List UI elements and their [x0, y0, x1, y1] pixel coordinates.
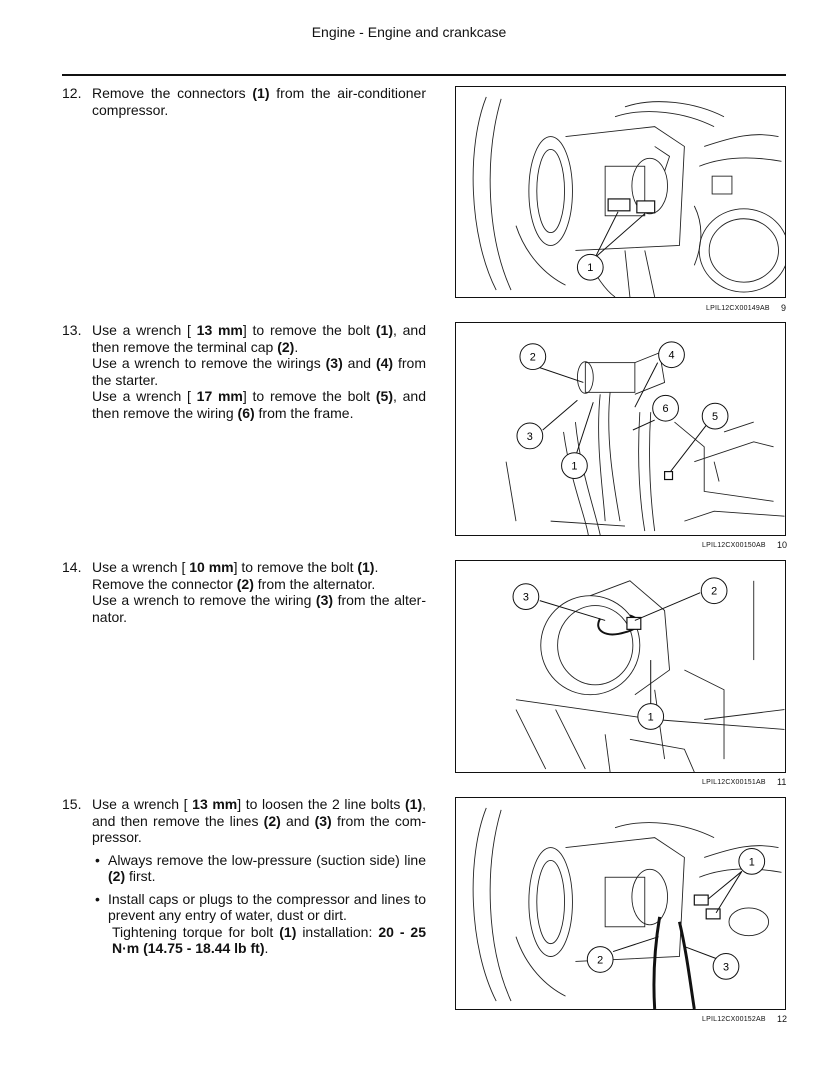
callout-1 [577, 254, 603, 280]
figure-number: 12 [777, 1014, 788, 1024]
step-number: 13. [62, 322, 82, 338]
page-header: Engine - Engine and crankcase [311, 24, 507, 40]
callout-6 [653, 395, 679, 421]
step-number: 15. [62, 796, 82, 812]
figure-code: LPIL12CX00150AB [702, 542, 766, 549]
torque-note: Tightening torque for bolt (1) installation: 20 - 25 N·m (14.75 - 18.44 lb ft). [112, 923, 427, 956]
step-text: Use a wrench [ 17 mm] to remove the bolt (5), and then remove the wiring (6) from the frame. [92, 388, 427, 421]
svg-text:1: 1 [587, 262, 594, 275]
figure-11 [455, 560, 786, 773]
bullet-text: Install caps or plugs to the compressor and lines to prevent any entry of water, dust or dirt. [108, 890, 426, 923]
step-text: Use a wrench to remove the wiring (3) from the alter-nator. [92, 592, 426, 625]
callout-3 [517, 423, 543, 449]
step-13 [62, 322, 426, 421]
svg-text:5: 5 [712, 411, 719, 424]
step-12 [62, 85, 426, 118]
step-text: Use a wrench [ 13 mm] to loosen the 2 line bolts (1), and then remove the lines (2) and (3) from the com-pressor. [92, 796, 427, 845]
callout-2 [701, 578, 727, 604]
bullet-dot: • [95, 851, 100, 868]
header-rule [62, 74, 786, 76]
svg-text:4: 4 [668, 349, 675, 362]
step-text: Remove the connector (2) from the alternator. [92, 575, 376, 592]
svg-text:2: 2 [529, 351, 536, 364]
bullet-text: Always remove the low-pressure (suction side) line (2) first. [108, 851, 426, 884]
alternator-wiring-illustration [456, 561, 785, 772]
step-15 [62, 796, 426, 957]
bullet-item [92, 852, 426, 885]
figure-number: 10 [777, 540, 788, 550]
step-text: Use a wrench to remove the wirings (3) and (4) from the starter. [92, 355, 426, 388]
callout-3 [513, 584, 539, 610]
step-text: Use a wrench [ 10 mm] to remove the bolt (1). [92, 559, 379, 575]
step-number: 14. [62, 559, 82, 575]
callout-2 [587, 947, 613, 973]
callout-1 [562, 453, 588, 479]
figure-number: 11 [777, 777, 787, 787]
step-14 [62, 559, 426, 625]
bullet-item [92, 891, 426, 924]
callout-4 [659, 342, 685, 368]
callout-3 [713, 954, 739, 980]
figure-10 [455, 322, 786, 536]
figure-code: LPIL12CX00152AB [702, 1016, 766, 1023]
figure-12 [455, 797, 786, 1010]
callout-2 [520, 344, 546, 370]
svg-text:2: 2 [711, 585, 718, 598]
callout-5 [702, 403, 728, 429]
callout-1 [739, 849, 765, 875]
svg-text:3: 3 [522, 591, 529, 604]
step-text: Use a wrench [ 13 mm] to remove the bolt (1), and then remove the terminal cap (2). [92, 322, 427, 355]
step-number: 12. [62, 85, 82, 101]
starter-wiring-illustration [456, 323, 785, 535]
svg-text:1: 1 [571, 460, 578, 473]
compressor-lines-illustration [456, 798, 785, 1009]
svg-text:1: 1 [647, 711, 654, 724]
svg-text:1: 1 [748, 856, 755, 869]
callout-1 [638, 704, 664, 730]
svg-text:2: 2 [597, 954, 604, 967]
svg-text:3: 3 [526, 430, 533, 443]
step-text: Remove the connectors (1) from the air-conditioner compressor. [92, 85, 426, 118]
figure-number: 9 [781, 303, 787, 313]
figure-code: LPIL12CX00151AB [702, 779, 766, 786]
svg-text:3: 3 [722, 961, 730, 974]
figure-code: LPIL12CX00149AB [706, 305, 770, 312]
bullet-dot: • [95, 890, 100, 907]
svg-text:6: 6 [662, 403, 669, 416]
compressor-connectors-illustration [456, 87, 785, 297]
figure-9 [455, 86, 786, 298]
